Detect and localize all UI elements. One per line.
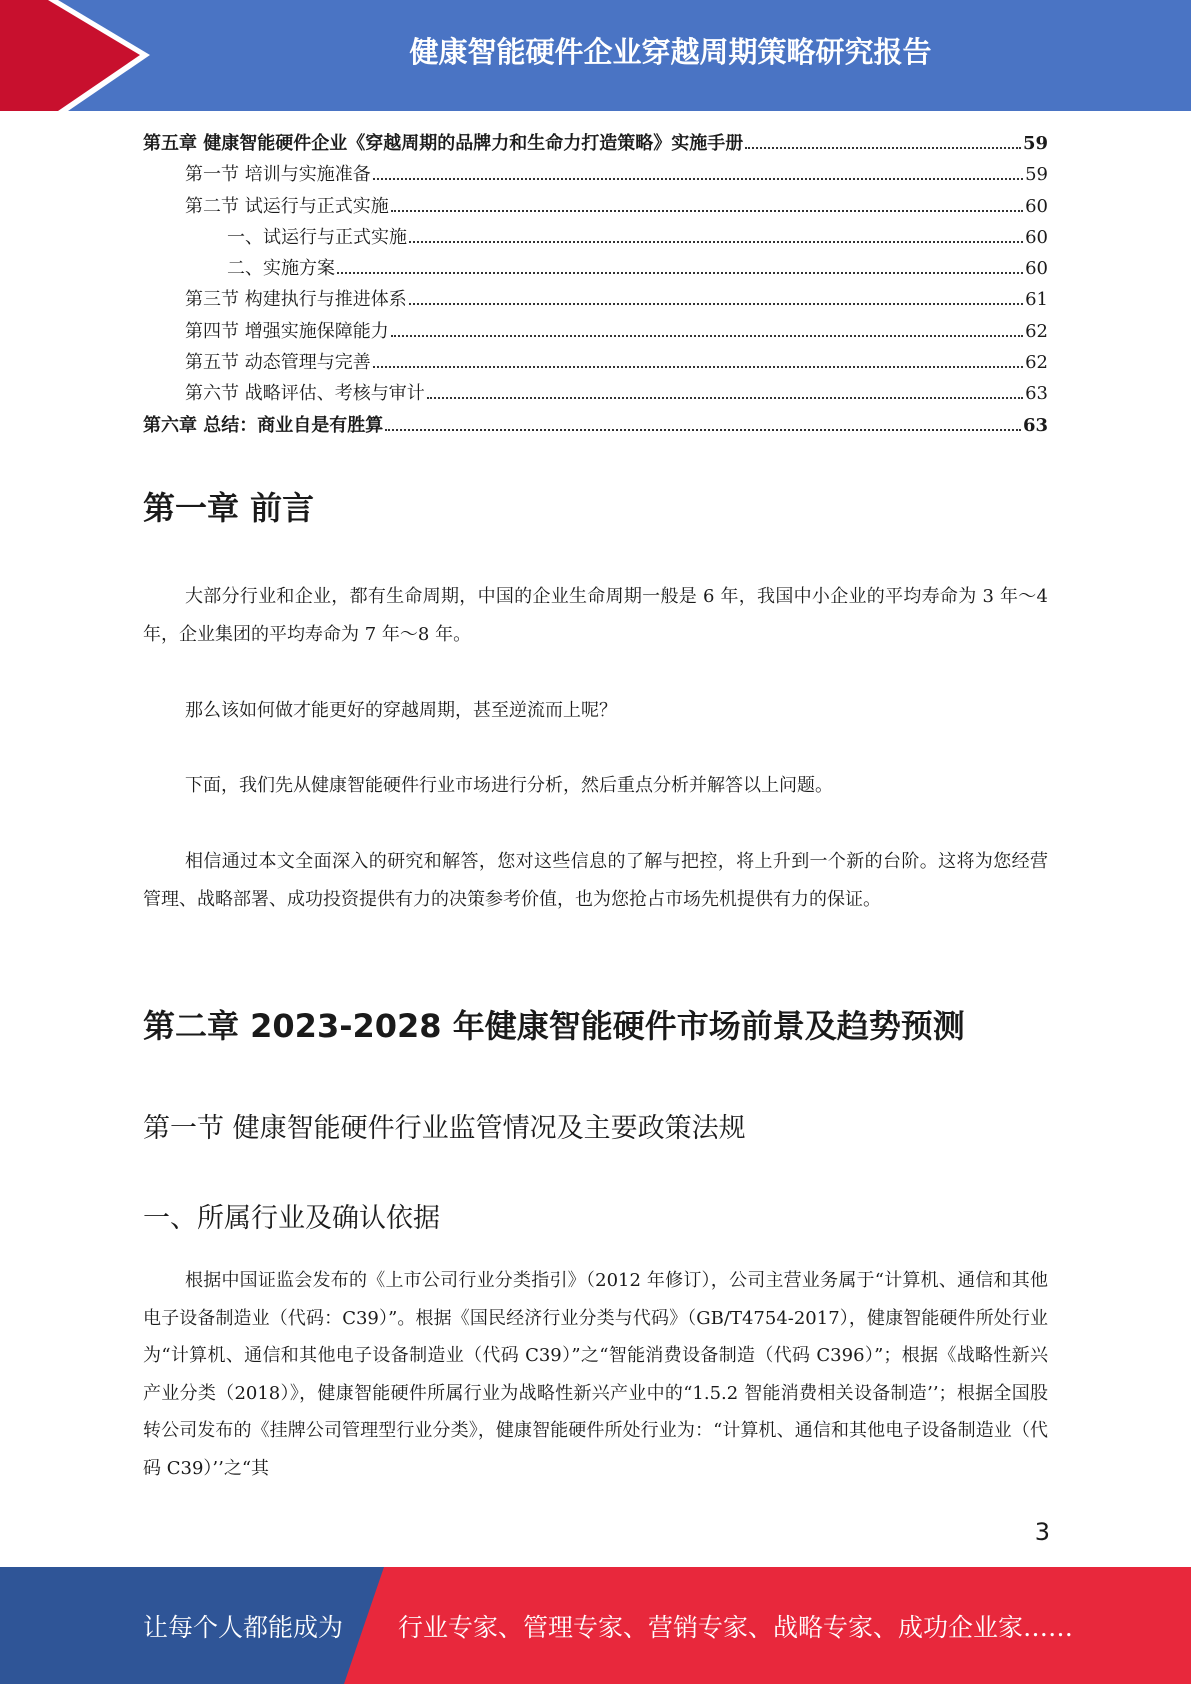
toc-entry[interactable] [143,347,1048,378]
toc-entry[interactable] [143,222,1048,253]
toc-entry-text: 第一节 培训与实施准备 [185,164,371,186]
section-title: 第一节 健康智能硬件行业监管情况及主要政策法规 [143,1113,746,1144]
toc-entry-page: 62 [1025,320,1048,342]
toc-entry-page: 63 [1025,383,1048,405]
toc-leader-dots [385,429,1021,431]
toc-entry-text: 第五章 健康智能硬件企业《穿越周期的品牌力和生命力打造策略》实施手册 [143,133,744,154]
page-footer [0,1567,1191,1684]
paragraph: 根据中国证监会发布的《上市公司行业分类指引》（2012 年修订），公司主营业务属于“计算机、通信和其他电子设备制造业（代码：C39）”。根据《国民经济行业分类与代码》（GB/T4754-2017），健康智能硬件所处行业为“计算机、通信和其他电子设备制造业（代码 C39）”之“智能消费设备制造（代码 C396）”；根据《战略性新兴产业分类（2018）》，健康智能硬件所属行业为战略性新兴产业中的“1.5.2 智能消费相关设备制造’’；根据全国股转公司发布的《挂牌公司管理型行业分类》，健康智能硬件所处行业为：“计算机、通信和其他电子设备制造业（代码 C39）’’之“其 [143,1270,1048,1479]
toc-entry[interactable] [143,191,1048,222]
toc-entry[interactable] [143,316,1048,347]
toc-leader-dots [409,303,1023,305]
toc-leader-dots [373,366,1023,368]
toc-entry-text: 第六节 战略评估、考核与审计 [185,383,425,405]
paragraph: 那么该如何做才能更好的穿越周期，甚至逆流而上呢？ [185,700,617,721]
header-title: 健康智能硬件企业穿越周期策略研究报告 [409,34,932,69]
toc-entry-page: 61 [1025,289,1048,311]
toc-leader-dots [391,335,1023,337]
subsection-title: 一、所属行业及确认依据 [143,1203,440,1234]
toc-leader-dots [409,241,1023,243]
toc-entry[interactable] [143,410,1048,441]
toc-entry[interactable] [143,253,1048,284]
toc-entry[interactable] [143,159,1048,190]
toc-entry-page: 59 [1022,133,1048,154]
toc-entry[interactable] [143,128,1048,159]
toc-entry-page: 63 [1022,414,1048,436]
page-header [0,0,1191,111]
table-of-contents [143,128,1048,441]
toc-entry-text: 第五节 动态管理与完善 [185,352,371,374]
toc-entry-page: 60 [1025,258,1048,280]
paragraph: 下面，我们先从健康智能硬件行业市场进行分析，然后重点分析并解答以上问题。 [185,775,833,796]
toc-leader-dots [373,178,1023,180]
toc-entry-page: 62 [1025,352,1048,374]
toc-entry-text: 二、实施方案 [227,258,335,280]
paragraph: 相信通过本文全面深入的研究和解答，您对这些信息的了解与把控，将上升到一个新的台阶。这将为您经营管理、战略部署、成功投资提供有力的决策参考价值，也为您抢占市场先机提供有力的保证。 [143,851,1048,910]
toc-leader-dots [745,147,1021,149]
toc-leader-dots [427,397,1023,399]
toc-leader-dots [337,272,1023,274]
toc-entry-page: 60 [1025,226,1048,248]
page-number: 3 [1034,1518,1050,1546]
footer-slogan-left: 让每个人都能成为 [143,1612,344,1642]
paragraph: 大部分行业和企业，都有生命周期，中国的企业生命周期一般是 6 年，我国中小企业的平均寿命为 3 年～4 年，企业集团的平均寿命为 7 年～8 年。 [143,586,1048,645]
toc-entry-text: 第四节 增强实施保障能力 [185,320,389,342]
toc-entry-page: 60 [1025,195,1048,217]
toc-entry[interactable] [143,378,1048,409]
toc-entry-text: 第六章 总结：商业自是有胜算 [143,414,384,436]
toc-entry-text: 一、试运行与正式实施 [227,226,407,248]
toc-leader-dots [391,210,1023,212]
chapter-1-title: 第一章 前言 [143,489,315,527]
toc-entry-text: 第三节 构建执行与推进体系 [185,289,407,311]
toc-entry-text: 第二节 试运行与正式实施 [185,195,389,217]
toc-entry[interactable] [143,284,1048,315]
header-arrow-decoration [0,0,160,111]
chapter-2-title: 第二章 2023-2028 年健康智能硬件市场前景及趋势预测 [143,1007,965,1045]
footer-slogan-right: 行业专家、管理专家、营销专家、战略专家、成功企业家…… [398,1612,1074,1642]
toc-entry-page: 59 [1025,164,1048,186]
